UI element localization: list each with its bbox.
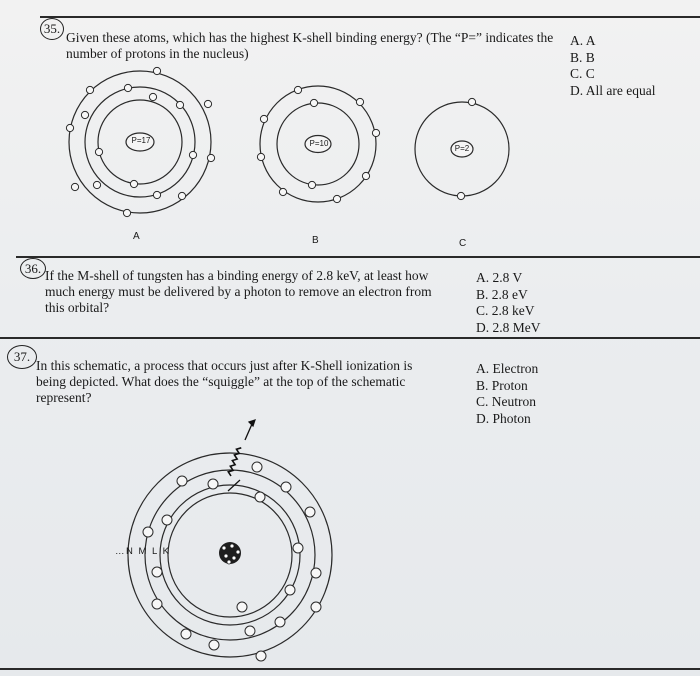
question-number-37: 37. [7, 345, 37, 369]
ionization-schematic [128, 420, 332, 661]
choice-a[interactable]: A. Electron [476, 361, 539, 376]
choice-d[interactable]: D. All are equal [570, 82, 656, 98]
divider [0, 668, 700, 670]
choice-b[interactable]: B. 2.8 eV [476, 286, 528, 302]
question-37-text [36, 358, 446, 406]
atom-label-a: A [133, 231, 140, 242]
divider [16, 256, 700, 258]
question-36-line-3: this orbital? [45, 300, 110, 315]
nucleus-label-c: P=2 [454, 144, 470, 153]
nucleus-label-a: P=17 [131, 136, 151, 145]
choice-c[interactable]: C. 2.8 keV [476, 303, 535, 318]
choice-d[interactable]: D. Photon [476, 410, 531, 426]
shell-labels: …N M L K [115, 546, 171, 557]
choice-a[interactable]: A. 2.8 V [476, 270, 523, 285]
question-number-36: 36. [20, 258, 46, 279]
question-37-line-2: being depicted. What does the “squiggle” at the top of the schematic [36, 374, 406, 389]
question-36-choices [476, 270, 541, 336]
question-36-line-1: If the M-shell of tungsten has a binding energy of 2.8 keV, at least how [45, 268, 429, 283]
question-37-line-1: In this schematic, a process that occurs just after K-Shell ionization is [36, 358, 413, 373]
question-37-line-3: represent? [36, 390, 92, 405]
choice-c[interactable]: C. C [570, 66, 595, 81]
atom-label-c: C [459, 238, 467, 249]
question-36-text [45, 268, 465, 316]
choice-b[interactable]: B. B [570, 49, 595, 65]
choice-c[interactable]: C. Neutron [476, 394, 536, 409]
divider [0, 337, 700, 339]
choice-a[interactable]: A. A [570, 33, 596, 48]
question-37-choices [476, 361, 538, 427]
choice-d[interactable]: D. 2.8 MeV [476, 319, 541, 335]
question-number-35: 35. [40, 18, 64, 40]
photon-squiggle [227, 446, 241, 476]
question-35-line-1: Given these atoms, which has the highest K-shell binding energy? (The “P=” indicates the [66, 30, 554, 45]
atom-label-b: B [312, 235, 319, 246]
choice-b[interactable]: B. Proton [476, 377, 528, 393]
nucleus-label-b: P=10 [309, 139, 329, 148]
question-36-line-2: much energy must be delivered by a photon to remove an electron from [45, 284, 432, 299]
question-35-line-2: number of protons in the nucleus) [66, 46, 249, 61]
